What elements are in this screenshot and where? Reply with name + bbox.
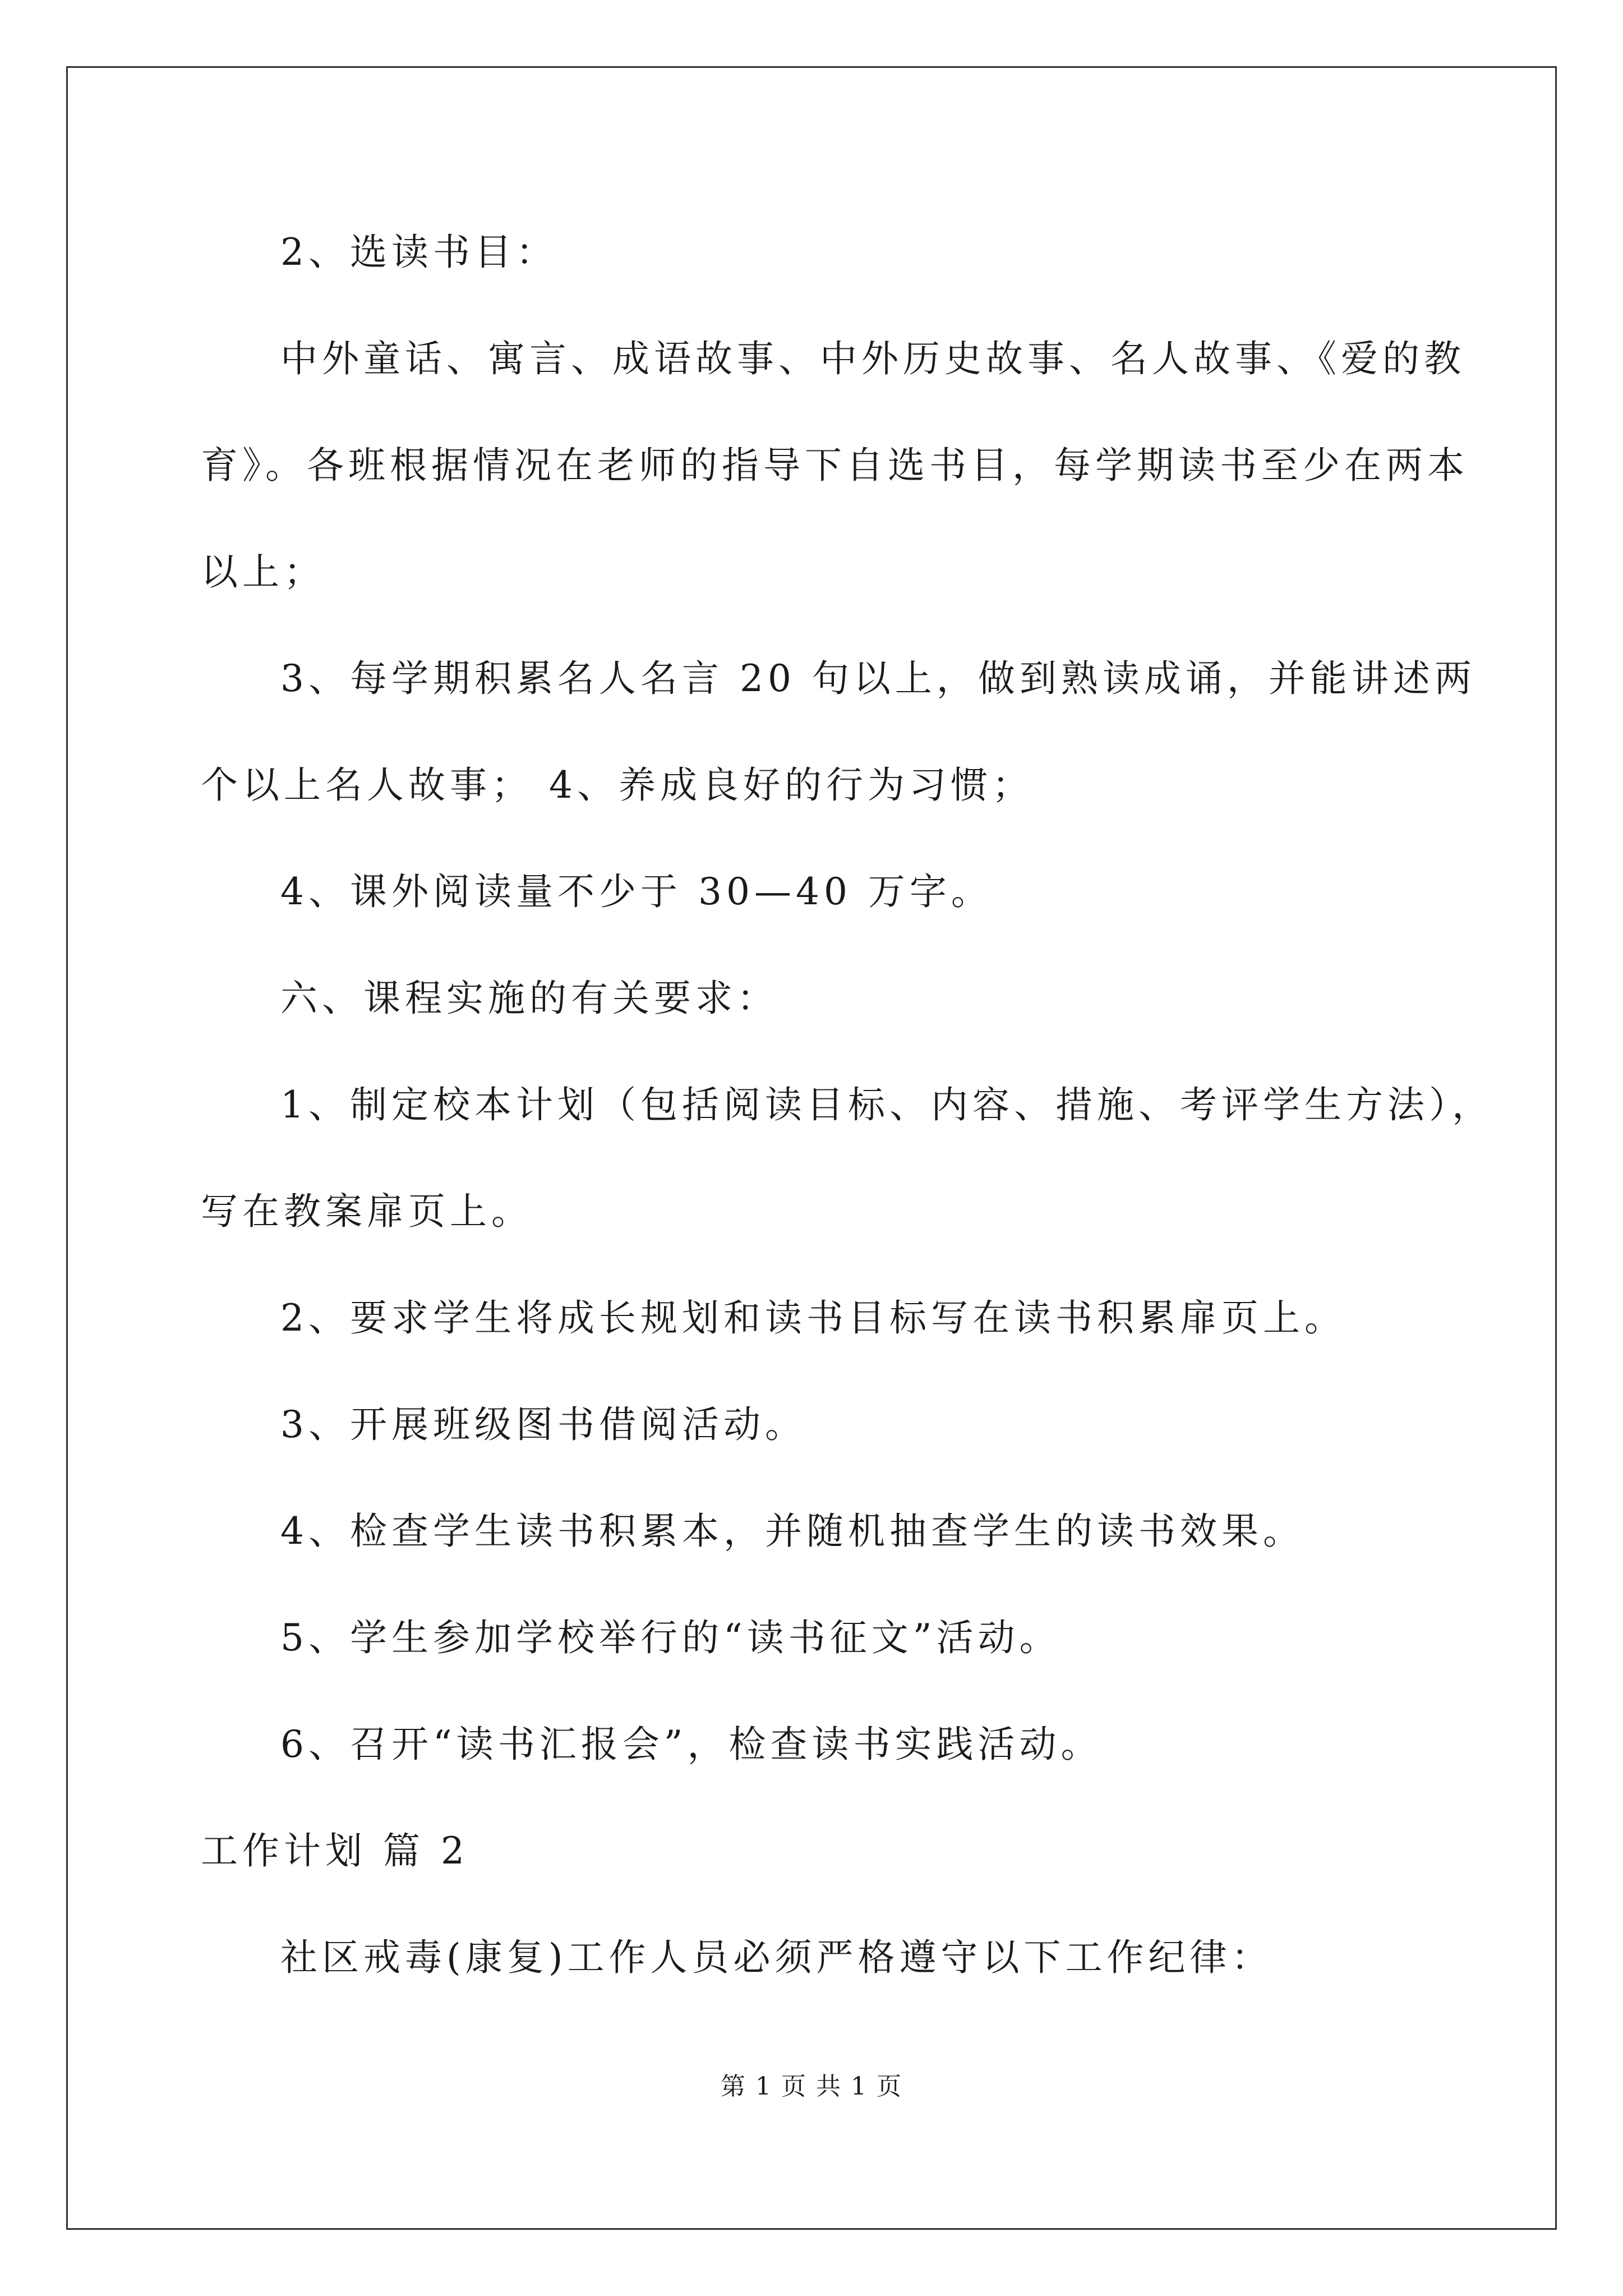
- text-line: 6、召开“读书汇报会”，检查读书实践活动。: [280, 1723, 1103, 1766]
- text-line: 3、每学期积累名人名言 20 句以上，做到熟读成诵，并能讲述两: [280, 657, 1476, 700]
- text-line: 4、课外阅读量不少于 30—40 万字。: [280, 870, 993, 913]
- text-line: 育》。各班根据情况在老师的指导下自选书目，每学期读书至少在两本: [201, 444, 1469, 487]
- text-line: 六、课程实施的有关要求：: [280, 977, 778, 1020]
- text-line: 个以上名人故事； 4、养成良好的行为习惯；: [201, 763, 1034, 807]
- text-line: 4、检查学生读书积累本，并随机抽查学生的读书效果。: [280, 1510, 1304, 1553]
- text-line: 中外童话、寓言、成语故事、中外历史故事、名人故事、《爱的教: [280, 337, 1465, 380]
- text-line: 5、学生参加学校举行的“读书征文”活动。: [280, 1616, 1061, 1659]
- page-footer: 第 1 页 共 1 页: [721, 2072, 902, 2101]
- text-line: 3、开展班级图书借阅活动。: [280, 1403, 806, 1446]
- text-line: 以上；: [201, 550, 325, 593]
- text-line: 2、选读书目：: [280, 231, 557, 274]
- text-line: 1、制定校本计划（包括阅读目标、内容、措施、考评学生方法），: [280, 1083, 1493, 1126]
- page-border: [66, 66, 1557, 2230]
- text-line: 2、要求学生将成长规划和读书目标写在读书积累扉页上。: [280, 1296, 1346, 1340]
- section-heading: 工作计划 篇 2: [201, 1829, 469, 1872]
- text-line: 写在教案扉页上。: [201, 1190, 533, 1233]
- text-line: 社区戒毒(康复)工作人员必须严格遵守以下工作纪律：: [280, 1936, 1273, 1979]
